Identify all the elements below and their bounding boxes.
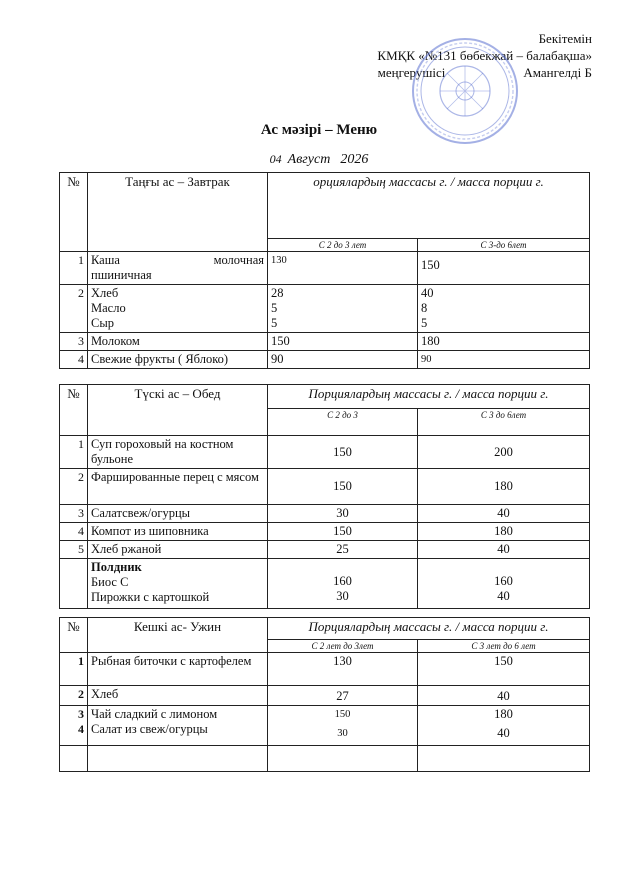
- portion-b: [418, 285, 590, 333]
- mass-header: орциялардың массасы г. / масса порции г.: [268, 173, 590, 239]
- dinner-table: [59, 617, 590, 772]
- portion-a: 27: [268, 686, 418, 706]
- mass-header: Порциялардың массасы г. / масса порции г.: [268, 618, 590, 640]
- table-row: [60, 706, 590, 746]
- portion-b: [418, 559, 590, 609]
- dish-name-line: Салат из свеж/огурцы: [91, 722, 208, 736]
- row-number: 2: [60, 686, 88, 706]
- approval-name: Амангелді Б: [523, 65, 592, 80]
- portion-a: [268, 285, 418, 333]
- portion-line: 5: [421, 316, 428, 330]
- empty-cell: [418, 746, 590, 772]
- meal-header: Кешкі ас- Ужин: [88, 618, 268, 653]
- portion-b: 200: [418, 436, 590, 469]
- row-number: 1: [60, 653, 88, 686]
- portion-b: 180: [418, 523, 590, 541]
- table-row: [60, 523, 590, 541]
- row-number: 1: [60, 436, 88, 469]
- empty-cell: [60, 746, 88, 772]
- portion-line: 160: [333, 574, 352, 588]
- dish-name: Компот из шиповника: [88, 523, 268, 541]
- portion-a: 150: [268, 436, 418, 469]
- portion-a: 150: [268, 469, 418, 505]
- snack-items: [88, 559, 268, 609]
- dish-name: Рыбная биточки с картофелем: [88, 653, 268, 686]
- row-number: 5: [60, 541, 88, 559]
- num-header: №: [60, 173, 88, 252]
- row-number: 2: [60, 285, 88, 333]
- row-number-line: 4: [78, 722, 84, 736]
- table-row: [60, 686, 590, 706]
- dish-name-part: пшиничная: [91, 268, 152, 282]
- portion-a: 90: [268, 351, 418, 369]
- approval-position: меңгерушісі: [377, 65, 446, 80]
- dish-name-line: Масло: [91, 301, 126, 315]
- snack-row: [60, 559, 590, 609]
- approval-word: Бекітемін: [538, 31, 592, 46]
- portion-line: 160: [494, 574, 513, 588]
- table-row: [60, 252, 590, 285]
- age-column-b: С 3 до 6лет: [418, 409, 590, 436]
- table-row: [60, 333, 590, 351]
- breakfast-table: [59, 172, 590, 369]
- portion-a: [268, 706, 418, 746]
- table-row: [60, 469, 590, 505]
- table-row: [60, 746, 590, 772]
- portion-a: 130: [268, 252, 418, 285]
- table-row: [60, 351, 590, 369]
- date-month: Август: [287, 152, 331, 167]
- portion-line: 30: [336, 589, 349, 603]
- portion-line: 28: [271, 286, 284, 300]
- portion-a: 30: [268, 505, 418, 523]
- portion-line: 30: [337, 728, 348, 739]
- dish-name: Салатсвеж/огурцы: [88, 505, 268, 523]
- portion-a: 150: [268, 333, 418, 351]
- portion-b: 40: [418, 686, 590, 706]
- table-row: [60, 285, 590, 333]
- dish-name-line: Хлеб: [91, 286, 119, 300]
- row-number: 1: [60, 252, 88, 285]
- dish-name: Хлеб: [88, 686, 268, 706]
- snack-item: Пирожки с картошкой: [91, 590, 210, 604]
- row-number: [60, 706, 88, 746]
- approval-organization: КМҚК «№131 бөбекжай – балабақша»: [377, 48, 592, 63]
- row-number: 4: [60, 523, 88, 541]
- menu-date: [0, 152, 638, 168]
- dish-name: Фаршированные перец с мясом: [88, 469, 268, 505]
- row-number: 2: [60, 469, 88, 505]
- portion-line: 5: [271, 301, 278, 315]
- empty-cell: [88, 746, 268, 772]
- num-header: №: [60, 618, 88, 653]
- row-number-line: 3: [78, 707, 84, 721]
- age-column-b: С 3 лет до 6 лет: [418, 640, 590, 653]
- dish-name-part: Каша: [91, 253, 120, 267]
- row-number: 3: [60, 505, 88, 523]
- lunch-table: [59, 384, 590, 609]
- snack-item: Биос С: [91, 575, 129, 589]
- row-number: 3: [60, 333, 88, 351]
- portion-a: 150: [268, 523, 418, 541]
- portion-b: [418, 706, 590, 746]
- empty-cell: [268, 746, 418, 772]
- portion-b: 180: [418, 333, 590, 351]
- portion-a: [268, 559, 418, 609]
- dish-name: Свежие фрукты ( Яблоко): [88, 351, 268, 369]
- portion-line: 40: [421, 286, 434, 300]
- page-title: Ас мәзірі – Меню: [260, 122, 378, 138]
- table-row: [60, 541, 590, 559]
- row-number: 4: [60, 351, 88, 369]
- dish-name: Хлеб ржаной: [88, 541, 268, 559]
- portion-line: 40: [497, 726, 510, 740]
- date-year: 2026: [340, 152, 369, 167]
- dish-name-line: Чай сладкий с лимоном: [91, 707, 218, 721]
- portion-b: 40: [418, 541, 590, 559]
- portion-a: 25: [268, 541, 418, 559]
- mass-header: Порциялардың массасы г. / масса порции г.: [268, 385, 590, 409]
- meal-header: Түскі ас – Обед: [88, 385, 268, 436]
- dish-name: [88, 706, 268, 746]
- table-row: [60, 505, 590, 523]
- dish-name: Молоком: [88, 333, 268, 351]
- portion-b: 150: [418, 653, 590, 686]
- table-row: [60, 653, 590, 686]
- age-column-a: С 2 лет до 3лет: [268, 640, 418, 653]
- portion-line: 40: [497, 589, 510, 603]
- dish-name-line: Сыр: [91, 316, 114, 330]
- age-column-a: С 2 до 3 лет: [268, 239, 418, 252]
- portion-a: 130: [268, 653, 418, 686]
- dish-name-part: молочная: [213, 253, 264, 267]
- portion-line: 5: [271, 316, 278, 330]
- portion-line: 8: [421, 301, 428, 315]
- row-number: [60, 559, 88, 609]
- portion-b: 40: [418, 505, 590, 523]
- age-column-a: С 2 до 3: [268, 409, 418, 436]
- dish-name: [88, 285, 268, 333]
- portion-b: 150: [418, 252, 590, 285]
- table-row: [60, 436, 590, 469]
- dish-name: [88, 252, 268, 285]
- snack-title: Полдник: [91, 560, 142, 574]
- portion-b: 180: [418, 469, 590, 505]
- date-day: 04: [269, 152, 282, 166]
- dish-name: Суп гороховый на костном бульоне: [88, 436, 268, 469]
- portion-b: 90: [418, 351, 590, 369]
- num-header: №: [60, 385, 88, 436]
- portion-line: 150: [334, 709, 351, 720]
- meal-header: Таңғы ас – Завтрак: [88, 173, 268, 252]
- portion-line: 180: [494, 707, 513, 721]
- age-column-b: С 3-до 6лет: [418, 239, 590, 252]
